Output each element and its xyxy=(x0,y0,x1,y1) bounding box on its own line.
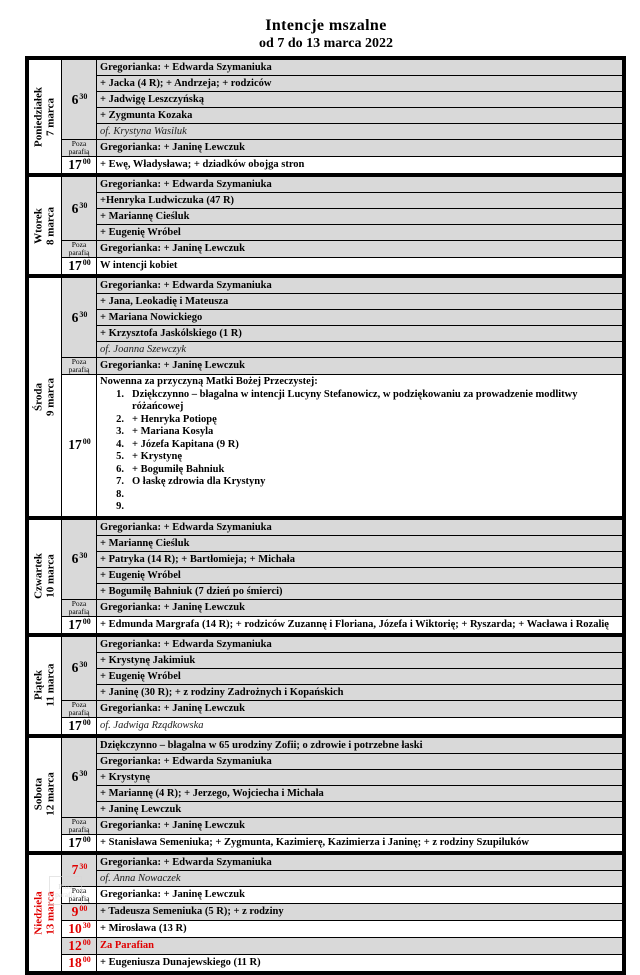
time-hour: 18 xyxy=(68,954,82,970)
day-cell xyxy=(29,60,62,173)
time-hour: 7 xyxy=(71,862,79,877)
time-minutes: 30 xyxy=(82,920,91,930)
time-block xyxy=(62,177,622,241)
day-cell xyxy=(29,177,62,274)
time-block xyxy=(62,718,622,734)
intention-rows xyxy=(97,855,622,886)
day-label xyxy=(34,378,57,416)
poza-line2: parafią xyxy=(68,147,90,156)
intention-row: + Mariannę Cieśluk xyxy=(97,536,622,552)
day-name: Niedziela xyxy=(32,890,45,935)
day-block xyxy=(29,637,622,738)
intention-row: Gregorianka: + Janinę Lewczuk xyxy=(100,819,245,831)
day-cell xyxy=(29,855,62,971)
poza-line2: parafią xyxy=(68,365,90,374)
time-column xyxy=(62,177,622,274)
intention-row: + Tadeusza Semeniuka (5 R); + z rodziny xyxy=(100,905,284,917)
time-block xyxy=(62,738,622,818)
mass-list-intro: Nowenna za przyczyną Matki Bożej Przeczystej: xyxy=(100,376,318,387)
time-minutes: 00 xyxy=(82,937,91,947)
intention-rows xyxy=(97,938,622,954)
intention-rows xyxy=(97,258,622,274)
time-minutes: 00 xyxy=(82,717,91,727)
intention-row: + Patryka (14 R); + Bartłomieja; + Michała xyxy=(97,552,622,568)
time-block xyxy=(62,701,622,718)
ghost-poza-label-line2: parafią xyxy=(55,889,76,899)
mass-list-text: O łaskę zdrowia dla Krystyny xyxy=(132,476,266,487)
time-minutes: 00 xyxy=(82,616,91,626)
time-minutes: 00 xyxy=(82,834,91,844)
time-cell xyxy=(62,738,97,817)
intention-row: W intencji kobiet xyxy=(100,260,178,271)
time-block xyxy=(62,887,622,904)
day-label xyxy=(34,772,57,815)
day-block xyxy=(29,278,622,520)
intention-row: Gregorianka: + Edwarda Szymaniuka xyxy=(97,637,622,653)
time-hour: 17 xyxy=(68,437,82,453)
mass-list-number: 7. xyxy=(116,476,124,487)
time-hour: 6 xyxy=(71,769,79,784)
time-cell xyxy=(62,938,97,954)
time-cell xyxy=(62,60,97,139)
intention-row: Gregorianka: + Janinę Lewczuk xyxy=(100,601,245,613)
day-block xyxy=(29,520,622,637)
intention-rows xyxy=(97,140,622,156)
mass-list-text xyxy=(132,489,619,502)
time-minutes: 00 xyxy=(82,157,91,166)
intention-row: + Jadwigę Leszczyńską xyxy=(97,92,622,108)
day-block xyxy=(29,855,622,971)
intention-row: +Henryka Ludwiczuka (47 R) xyxy=(97,193,622,209)
poza-line1: Poza xyxy=(71,357,87,366)
intention-row: Gregorianka: + Edwarda Szymaniuka xyxy=(97,177,622,193)
intention-rows xyxy=(97,600,622,616)
intention-row: + Eugenię Wróbel xyxy=(97,568,622,584)
day-date: 13 marca xyxy=(44,890,56,935)
intention-row: + Eugenię Wróbel xyxy=(100,227,181,238)
time-block xyxy=(62,60,622,140)
intention-row: Gregorianka: + Edwarda Szymaniuka xyxy=(97,855,622,871)
mass-list-text: + Mariana Kosyla xyxy=(132,426,214,437)
poza-parafia-label xyxy=(62,701,97,717)
day-name: Piątek xyxy=(32,670,45,700)
intention-rows xyxy=(97,921,622,937)
poza-parafia-label xyxy=(62,818,97,834)
intention-rows xyxy=(97,241,622,257)
poza-parafia-label xyxy=(62,358,97,374)
mass-list-number: 2. xyxy=(116,413,124,425)
page-subtitle: od 7 do 13 marca 2022 xyxy=(259,36,393,51)
poza-parafia-label xyxy=(62,140,97,156)
intention-rows xyxy=(97,358,622,374)
intention-row: + Jacka (4 R); + Andrzeja; + rodziców xyxy=(97,76,622,92)
time-block xyxy=(62,617,622,633)
time-hour: 6 xyxy=(71,660,79,675)
time-minutes: 00 xyxy=(82,258,91,267)
time-minutes: 30 xyxy=(79,660,88,669)
intention-row: Gregorianka: + Edwarda Szymaniuka xyxy=(97,278,622,294)
intention-rows xyxy=(97,637,622,700)
time-hour: 12 xyxy=(68,937,82,953)
day-block xyxy=(29,738,622,855)
mass-list-text: + Krystynę xyxy=(132,451,183,462)
schedule-table xyxy=(25,56,626,975)
time-cell xyxy=(62,617,97,633)
poza-line1: Poza xyxy=(71,816,87,826)
time-cell xyxy=(62,520,97,599)
time-hour: 17 xyxy=(68,157,82,172)
intention-rows xyxy=(97,955,622,971)
intention-row: Gregorianka: + Janinę Lewczuk xyxy=(100,142,245,153)
day-name: Wtorek xyxy=(32,207,45,244)
day-block xyxy=(29,60,622,177)
poza-line2: parafią xyxy=(68,893,90,903)
time-minutes: 30 xyxy=(79,551,88,560)
day-name: Sobota xyxy=(32,777,45,811)
time-cell xyxy=(62,955,97,971)
intention-row: + Mariannę (4 R); + Jerzego, Wojciecha i Michała xyxy=(97,786,622,802)
day-name: Czwartek xyxy=(32,553,45,599)
time-block xyxy=(62,921,622,938)
time-block xyxy=(62,955,622,971)
poza-line1: Poza xyxy=(71,240,87,249)
mass-list-item xyxy=(100,501,619,514)
time-block xyxy=(62,637,622,701)
poza-line2: parafią xyxy=(68,707,90,717)
intention-row: + Mirosława (13 R) xyxy=(100,922,187,934)
time-column xyxy=(62,278,622,516)
mass-list-item xyxy=(100,489,619,502)
mass-list-text xyxy=(132,501,619,514)
intention-row: + Bogumiłę Bahniuk (7 dzień po śmierci) xyxy=(100,585,283,597)
day-label xyxy=(34,207,57,245)
time-block xyxy=(62,855,622,887)
intention-rows xyxy=(97,177,622,240)
mass-list-number: 1. xyxy=(116,388,124,400)
intention-rows xyxy=(97,818,622,834)
intention-rows xyxy=(97,887,622,903)
poza-line2: parafią xyxy=(68,606,90,616)
time-block xyxy=(62,140,622,157)
day-date: 12 marca xyxy=(44,772,56,816)
day-name: Środa xyxy=(32,382,45,411)
poza-line1: Poza xyxy=(71,699,87,709)
time-cell xyxy=(62,375,97,516)
mass-list xyxy=(97,375,622,516)
intention-row: of. Anna Nowaczek xyxy=(100,872,181,884)
poza-line1: Poza xyxy=(71,139,87,148)
mass-list-text: + Henryka Potiopę xyxy=(132,413,217,425)
time-minutes: 30 xyxy=(79,200,88,210)
time-column xyxy=(62,60,622,173)
poza-line2: parafią xyxy=(68,248,90,257)
intention-rows xyxy=(97,738,622,817)
ghost-poza-cell xyxy=(49,876,82,905)
mass-list-item xyxy=(100,389,619,414)
time-block xyxy=(62,835,622,851)
time-minutes: 30 xyxy=(79,309,88,319)
day-cell xyxy=(29,278,62,516)
intention-row: Gregorianka: + Edwarda Szymaniuka xyxy=(97,754,622,770)
time-column xyxy=(62,855,622,971)
time-minutes: 30 xyxy=(79,91,88,101)
time-hour: 9 xyxy=(71,903,79,919)
time-cell xyxy=(62,718,97,734)
time-hour: 17 xyxy=(68,616,82,632)
intention-rows xyxy=(97,60,622,139)
time-block xyxy=(62,375,622,516)
day-date: 9 marca xyxy=(44,377,56,416)
day-block xyxy=(29,177,622,278)
intention-row: + Krystynę xyxy=(97,770,622,786)
mass-list-number: 8. xyxy=(116,488,124,500)
ghost-poza-label-line1: Poza xyxy=(58,881,73,891)
poza-line2: parafią xyxy=(68,824,90,834)
time-block xyxy=(62,520,622,600)
mass-list-item xyxy=(100,476,619,489)
time-cell xyxy=(62,177,97,240)
time-block xyxy=(62,258,622,274)
time-hour: 17 xyxy=(68,258,82,273)
poza-line1: Poza xyxy=(71,598,87,608)
page-title: Intencje mszalne xyxy=(265,17,387,34)
mass-list-item xyxy=(100,426,619,439)
intention-rows xyxy=(97,520,622,599)
mass-list-item xyxy=(100,451,619,464)
time-minutes: 00 xyxy=(82,954,91,964)
time-minutes: 30 xyxy=(79,862,88,871)
mass-list-text: + Józefa Kapitana (9 R) xyxy=(132,438,239,450)
intention-row: Za Parafian xyxy=(100,939,154,951)
time-block xyxy=(62,241,622,258)
intention-row: + Ewę, Władysława; + dziadków obojga stron xyxy=(100,159,305,170)
time-column xyxy=(62,520,622,633)
intention-row: + Krystynę Jakimiuk xyxy=(97,653,622,669)
day-label xyxy=(34,553,57,599)
day-name: Poniedziałek xyxy=(32,86,45,147)
time-block xyxy=(62,278,622,358)
intention-rows xyxy=(97,278,622,357)
page-header xyxy=(25,0,627,52)
mass-list-number: 5. xyxy=(116,451,124,462)
time-cell xyxy=(62,921,97,937)
time-minutes: 00 xyxy=(82,437,91,447)
day-cell xyxy=(29,637,62,734)
time-column xyxy=(62,637,622,734)
mass-list-number: 6. xyxy=(116,463,124,475)
time-cell xyxy=(62,157,97,173)
time-block xyxy=(62,600,622,617)
day-label xyxy=(34,87,57,147)
intention-row: + Jana, Leokadię i Mateusza xyxy=(97,294,622,310)
intention-row: Gregorianka: + Edwarda Szymaniuka xyxy=(97,60,622,76)
time-hour: 17 xyxy=(68,717,82,733)
time-cell xyxy=(62,904,97,920)
intention-row: + Zygmunta Kozaka xyxy=(97,108,622,124)
mass-list-item xyxy=(100,439,619,452)
time-hour: 6 xyxy=(71,200,79,216)
intention-row: + Mariannę Cieśluk xyxy=(97,209,622,225)
time-cell xyxy=(62,278,97,357)
time-minutes: 30 xyxy=(79,769,88,778)
time-cell xyxy=(62,835,97,851)
intention-row: + Janinę (30 R); + z rodziny Zadrożnych i Kopańskich xyxy=(100,686,344,698)
time-cell xyxy=(62,637,97,700)
intention-rows xyxy=(97,835,622,851)
day-date: 8 marca xyxy=(44,206,56,245)
mass-list-item xyxy=(100,464,619,477)
intention-row: + Eugenię Wróbel xyxy=(97,669,622,685)
time-block xyxy=(62,358,622,375)
intention-row: Gregorianka: + Janinę Lewczuk xyxy=(100,888,245,900)
intention-rows xyxy=(97,157,622,173)
intention-row: of. Krystyna Wasiluk xyxy=(100,126,187,137)
intention-row: + Krzysztofa Jaskólskiego (1 R) xyxy=(97,326,622,342)
intention-rows xyxy=(97,617,622,633)
mass-list-text: + Bogumiłę Bahniuk xyxy=(132,463,225,475)
intention-rows xyxy=(97,718,622,734)
mass-list-number: 9. xyxy=(116,501,124,512)
intention-rows xyxy=(97,904,622,920)
intention-row: of. Joanna Szewczyk xyxy=(100,344,187,355)
mass-list-text: Dziękczynno – błagalna w intencji Lucyny Stefanowicz, w podziękowaniu za prowadzenie modlitwy różańcowej xyxy=(132,388,578,412)
time-block xyxy=(62,938,622,955)
day-cell xyxy=(29,738,62,851)
poza-line1: Poza xyxy=(71,885,87,895)
intention-row: + Edmunda Margrafa (14 R); + rodziców Zuzannę i Floriana, Józefa i Wiktorię; + Ryszarda; + Wacława i Rozalię xyxy=(100,618,609,630)
time-hour: 6 xyxy=(71,309,79,325)
time-hour: 6 xyxy=(71,91,79,107)
day-label xyxy=(34,664,57,707)
mass-list-number: 4. xyxy=(116,438,124,450)
intention-row: + Eugeniusza Dunajewskiego (11 R) xyxy=(100,956,261,968)
poza-parafia-label xyxy=(62,600,97,616)
day-cell xyxy=(29,520,62,633)
poza-parafia-label xyxy=(62,241,97,257)
time-cell xyxy=(62,258,97,274)
mass-list-number: 3. xyxy=(116,426,124,437)
intention-row: + Mariana Nowickiego xyxy=(97,310,622,326)
intention-row: + Stanisława Semeniuka; + Zygmunta, Kazimierę, Kazimierza i Janinę; + z rodziny Szupiluków xyxy=(100,836,530,848)
intention-row: + Janinę Lewczuk xyxy=(100,803,182,815)
time-block xyxy=(62,157,622,173)
intention-row: of. Jadwiga Rządkowska xyxy=(100,719,204,731)
mass-list-item xyxy=(100,414,619,427)
intention-row: Gregorianka: + Janinę Lewczuk xyxy=(100,243,245,254)
time-hour: 6 xyxy=(71,551,79,566)
time-hour: 17 xyxy=(68,834,82,850)
intention-rows xyxy=(97,701,622,717)
time-minutes: 00 xyxy=(79,903,88,913)
time-block xyxy=(62,904,622,921)
intention-row: Dziękczynno – błagalna w 65 urodziny Zofii; o zdrowie i potrzebne łaski xyxy=(97,738,622,754)
day-date: 7 marca xyxy=(44,97,56,136)
time-block xyxy=(62,818,622,835)
intention-row: Gregorianka: + Janinę Lewczuk xyxy=(100,360,245,371)
day-date: 11 marca xyxy=(44,663,56,707)
intention-row: Gregorianka: + Edwarda Szymaniuka xyxy=(97,520,622,536)
time-hour: 10 xyxy=(68,920,82,936)
time-column xyxy=(62,738,622,851)
day-date: 10 marca xyxy=(44,554,56,598)
intention-rows xyxy=(97,375,622,516)
intention-row: Gregorianka: + Janinę Lewczuk xyxy=(100,702,245,714)
